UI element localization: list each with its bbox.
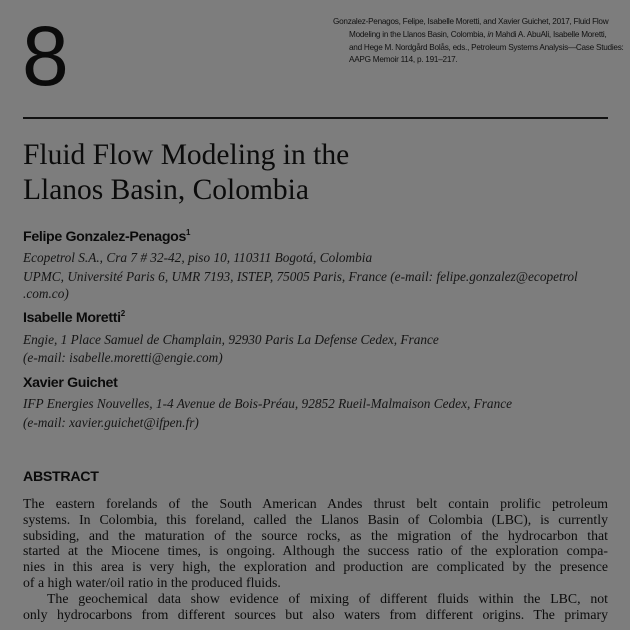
abstract-line: systems. In Colombia, this foreland, called the Llanos Basin of Colombia (LBC), is currently bbox=[23, 511, 608, 527]
abstract-line: started at the Miocene times, is ongoing. Although the success ratio of the exploration compa- bbox=[23, 543, 608, 559]
citation bbox=[333, 16, 624, 67]
citation-line: Modeling in the Llanos Basin, Colombia, in Mahdi A. AbuAli, Isabelle Moretti, bbox=[349, 29, 607, 39]
author-affiliation: Ecopetrol S.A., Cra 7 # 32-42, piso 10, 110311 Bogotá, Colombia bbox=[23, 250, 373, 265]
author-name: Isabelle Moretti$^2$ bbox=[23, 309, 125, 326]
author-name: Felipe Gonzalez-Penagos$^1$ bbox=[23, 228, 191, 245]
author-affiliation: .com.co) bbox=[23, 286, 69, 301]
chapter-number: 8 bbox=[22, 9, 69, 103]
abstract-heading: ABSTRACT bbox=[23, 469, 99, 485]
author-affiliation: (e-mail: isabelle.moretti@engie.com) bbox=[23, 350, 223, 365]
author-affiliation: IFP Energies Nouvelles, 1-4 Avenue de Bois-Préau, 92852 Rueil-Malmaison Cedex, France bbox=[23, 396, 513, 411]
author-affiliation: (e-mail: xavier.guichet@ifpen.fr) bbox=[23, 415, 199, 430]
abstract-line: The eastern forelands of the South American Andes thrust belt contain prolific petroleum bbox=[23, 496, 608, 511]
paper-title bbox=[23, 138, 349, 208]
title-line: Fluid Flow Modeling in the bbox=[23, 139, 350, 171]
author-name: Xavier Guichet bbox=[23, 375, 118, 391]
author-affiliation: Engie, 1 Place Samuel de Champlain, 92930 Paris La Defense Cedex, France bbox=[23, 332, 439, 347]
citation-line: Gonzalez-Penagos, Felipe, Isabelle Moretti, and Xavier Guichet, 2017, Fluid Flow bbox=[333, 17, 609, 26]
citation-line: and Hege M. Nordgård Bolås, eds., Petroleum Systems Analysis—Case Studies: bbox=[349, 42, 624, 52]
abstract-body bbox=[23, 496, 608, 622]
abstract-line: subsiding, and the maturation of the source rocks, as the migration of the hydrocarbon that bbox=[23, 527, 608, 543]
author-affiliation: UPMC, Université Paris 6, UMR 7193, ISTEP, 75005 Paris, France (e-mail: felipe.gonzalez@ecopetrol bbox=[23, 269, 578, 284]
abstract-line: The geochemical data show evidence of mixing of different fluids within the LBC, not bbox=[47, 590, 608, 606]
title-line: Llanos Basin, Colombia bbox=[23, 174, 309, 206]
header-rule bbox=[23, 117, 608, 119]
abstract-line: nies in this area is very high, the exploration and production are complicated by the presence bbox=[23, 559, 608, 575]
abstract-line: of a high water/oil ratio in the produced fluids. bbox=[23, 574, 281, 590]
abstract-line: only hydrocarbons from different sources but also waters from different origins. The primary bbox=[23, 606, 608, 622]
citation-line: AAPG Memoir 114, p. 191–217. bbox=[349, 55, 458, 65]
